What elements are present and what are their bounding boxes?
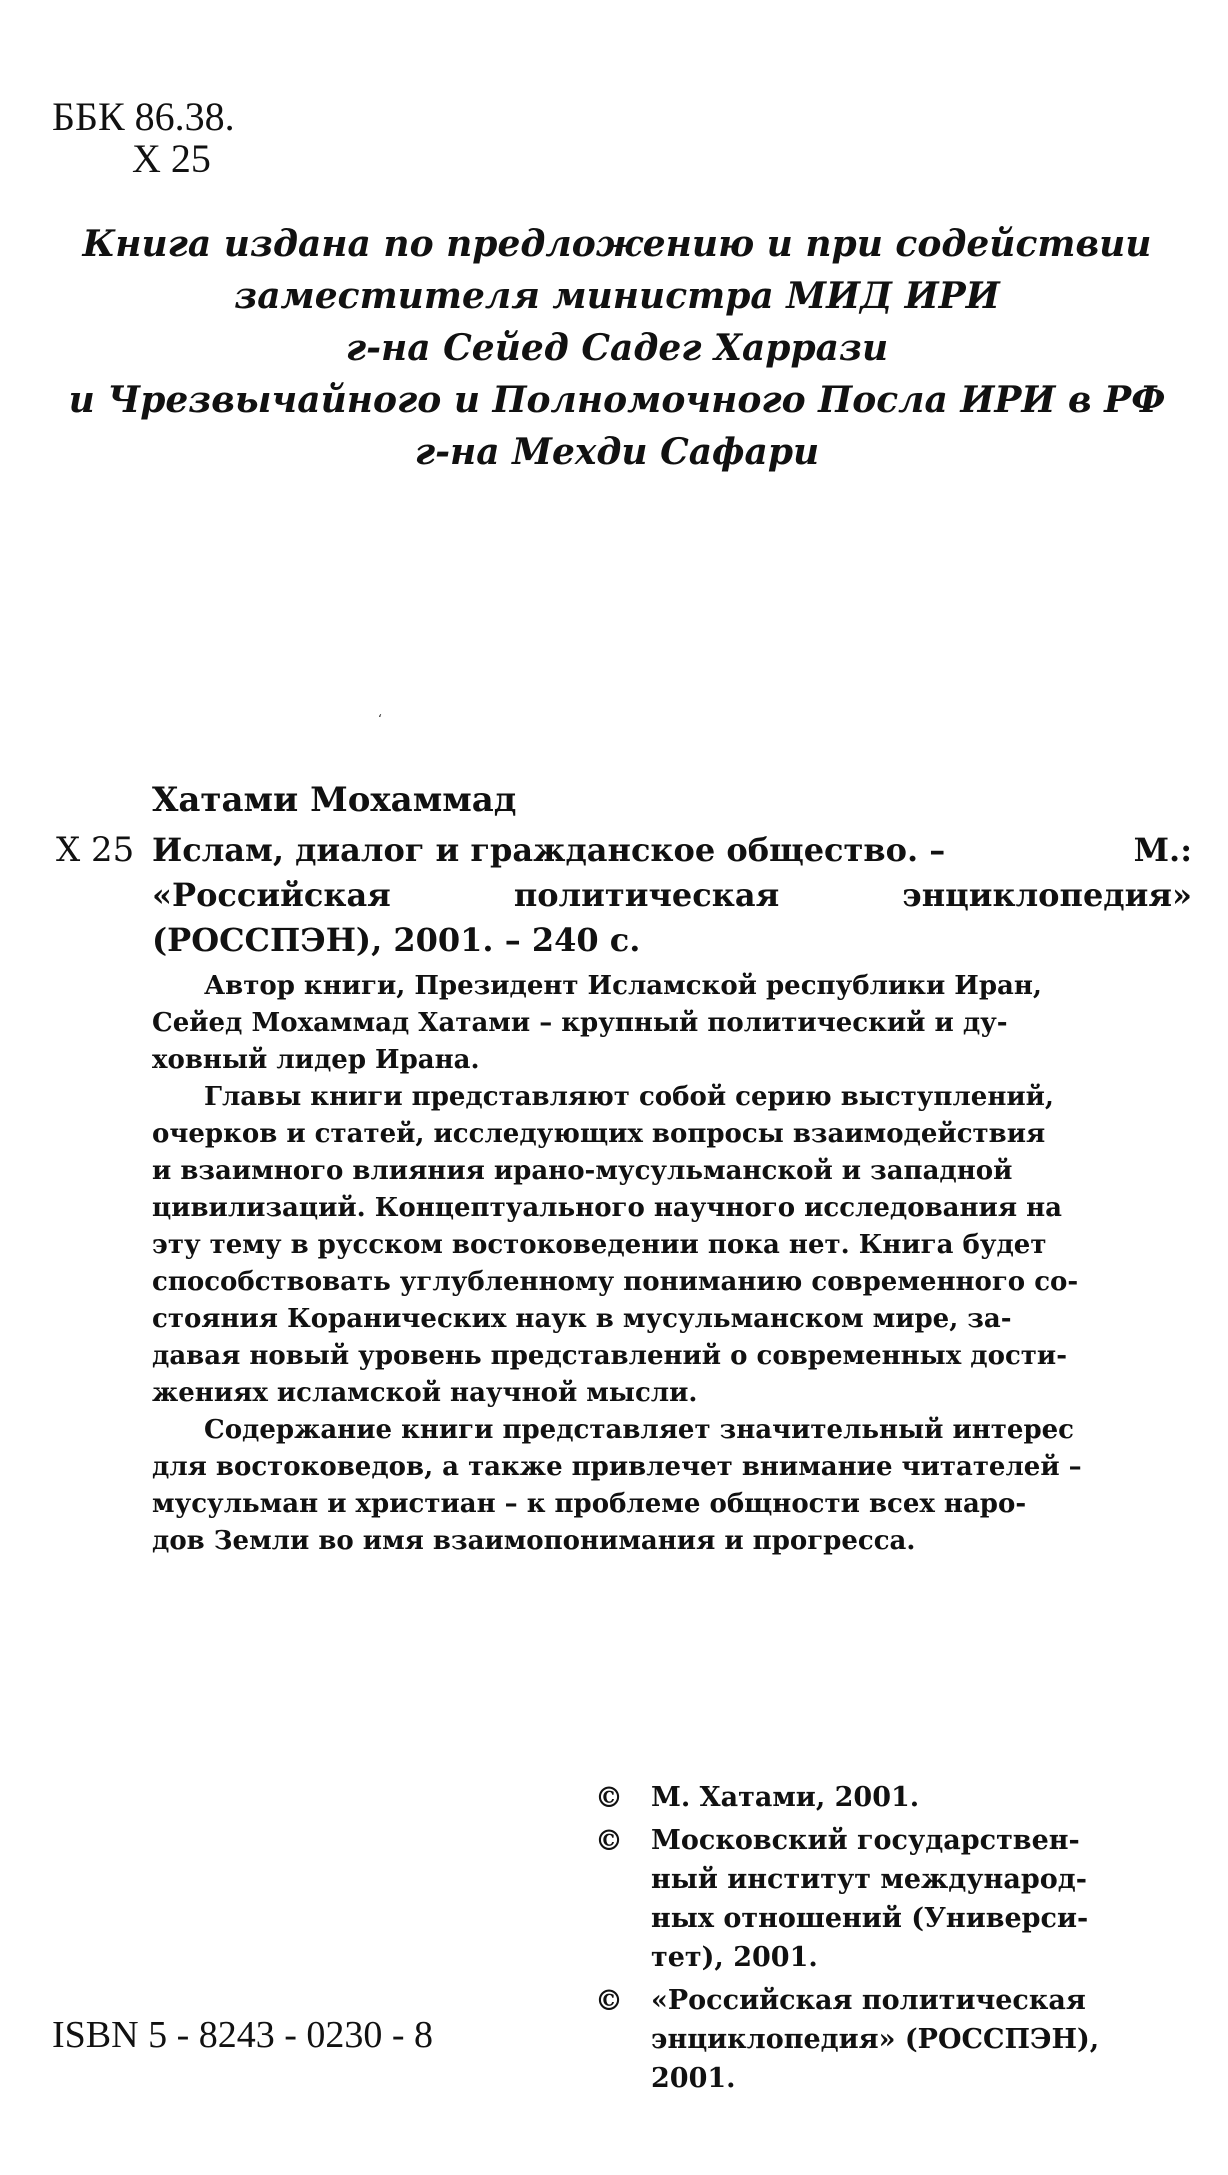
bbk-index: ББК 86.38. (52, 94, 235, 139)
annotation-line: жениях исламской научной мысли. (152, 1378, 698, 1408)
isbn: ISBN 5 - 8243 - 0230 - 8 (52, 2014, 434, 2056)
dedication-line: г-на Сейед Садег Харрази (345, 327, 889, 369)
annotation-line: эту тему в русском востоковедении пока нет. Книга будет (152, 1230, 1047, 1260)
publisher-city: М.: (1133, 831, 1192, 869)
title-line (152, 918, 1192, 963)
annotation-paragraph (152, 1412, 1192, 1560)
copyright-text (651, 1778, 919, 1817)
copyright-text (651, 1981, 1099, 2098)
annotation-line: и взаимного влияния ирано-мусульманской и западной (152, 1156, 1013, 1186)
dedication-line: г-на Мехди Сафари (414, 431, 820, 473)
annotation-line: Автор книги, Президент Исламской республики Иран, (204, 971, 1042, 1001)
copyright-line: «Российская политическая (651, 1985, 1086, 2016)
annotation-line: цивилизаций. Концептуального научного исследования на (152, 1193, 1062, 1223)
annotation-line: для востоковедов, а также привлечет внимание читателей – (152, 1452, 1082, 1482)
dedication-line: Книга издана по предложению и при содействии (82, 223, 1152, 265)
copyright-line: 2001. (651, 2063, 736, 2094)
annotation-line: способствовать углубленному пониманию современного со- (152, 1267, 1079, 1297)
annotation-line: Главы книги представляют собой серию выступлений, (204, 1082, 1054, 1112)
annotation-line: очерков и статей, исследующих вопросы взаимодействия (152, 1119, 1046, 1149)
title-line (152, 873, 1192, 918)
copyright-icon: © (595, 1984, 623, 2017)
copyright-line: Московский государствен- (651, 1825, 1080, 1856)
annotation-paragraph (152, 968, 1192, 1079)
annotation-line: мусульман и христиан – к проблеме общности всех наро- (152, 1489, 1027, 1519)
dedication-line: заместителя министра МИД ИРИ (234, 275, 1000, 317)
catalog-author: Хатами Мохаммад (152, 780, 517, 820)
catalog-title (152, 828, 1192, 963)
copyright-line: энциклопедия» (РОССПЭН), (651, 2024, 1100, 2055)
copyright-line: М. Хатами, 2001. (651, 1782, 920, 1813)
annotation (152, 968, 1192, 1560)
copyright-icon: © (595, 1781, 623, 1814)
catalog-code: Х 25 (56, 830, 135, 870)
annotation-line: давая новый уровень представлений о современных дости- (152, 1341, 1067, 1371)
annotation-paragraph (152, 1079, 1192, 1412)
annotation-line: ховный лидер Ирана. (152, 1045, 480, 1075)
bbk-code (52, 96, 235, 180)
publisher-year-pages: (РОССПЭН), 2001. – 240 с. (152, 921, 641, 959)
author-mark: Х 25 (132, 136, 211, 181)
title-text: Ислам, диалог и гражданское общество. – (152, 831, 946, 869)
stray-mark: ‘ (378, 712, 382, 726)
copyright-line: тет), 2001. (651, 1942, 818, 1973)
copyright-line: ный институт международ- (651, 1864, 1087, 1895)
annotation-line: Сейед Мохаммад Хатами – крупный политический и ду- (152, 1008, 1008, 1038)
copyright-block (595, 1778, 1155, 2102)
copyright-item (595, 1821, 1155, 1977)
annotation-line: дов Земли во имя взаимопонимания и прогресса. (152, 1526, 916, 1556)
copyright-text (651, 1821, 1088, 1977)
copyright-item (595, 1981, 1155, 2098)
publisher-word: политическая (513, 876, 780, 914)
title-line (152, 828, 1192, 873)
annotation-line: стояния Коранических наук в мусульманском мире, за- (152, 1304, 1012, 1334)
publisher-word: «Российская (152, 876, 391, 914)
annotation-line: Содержание книги представляет значительный интерес (204, 1415, 1074, 1445)
dedication-line: и Чрезвычайного и Полномочного Посла ИРИ в РФ (68, 379, 1166, 421)
copyright-item (595, 1778, 1155, 1817)
copyright-icon: © (595, 1824, 623, 1857)
publisher-word: энциклопедия» (902, 876, 1192, 914)
copyright-line: ных отношений (Универси- (651, 1903, 1089, 1934)
dedication (52, 218, 1182, 478)
